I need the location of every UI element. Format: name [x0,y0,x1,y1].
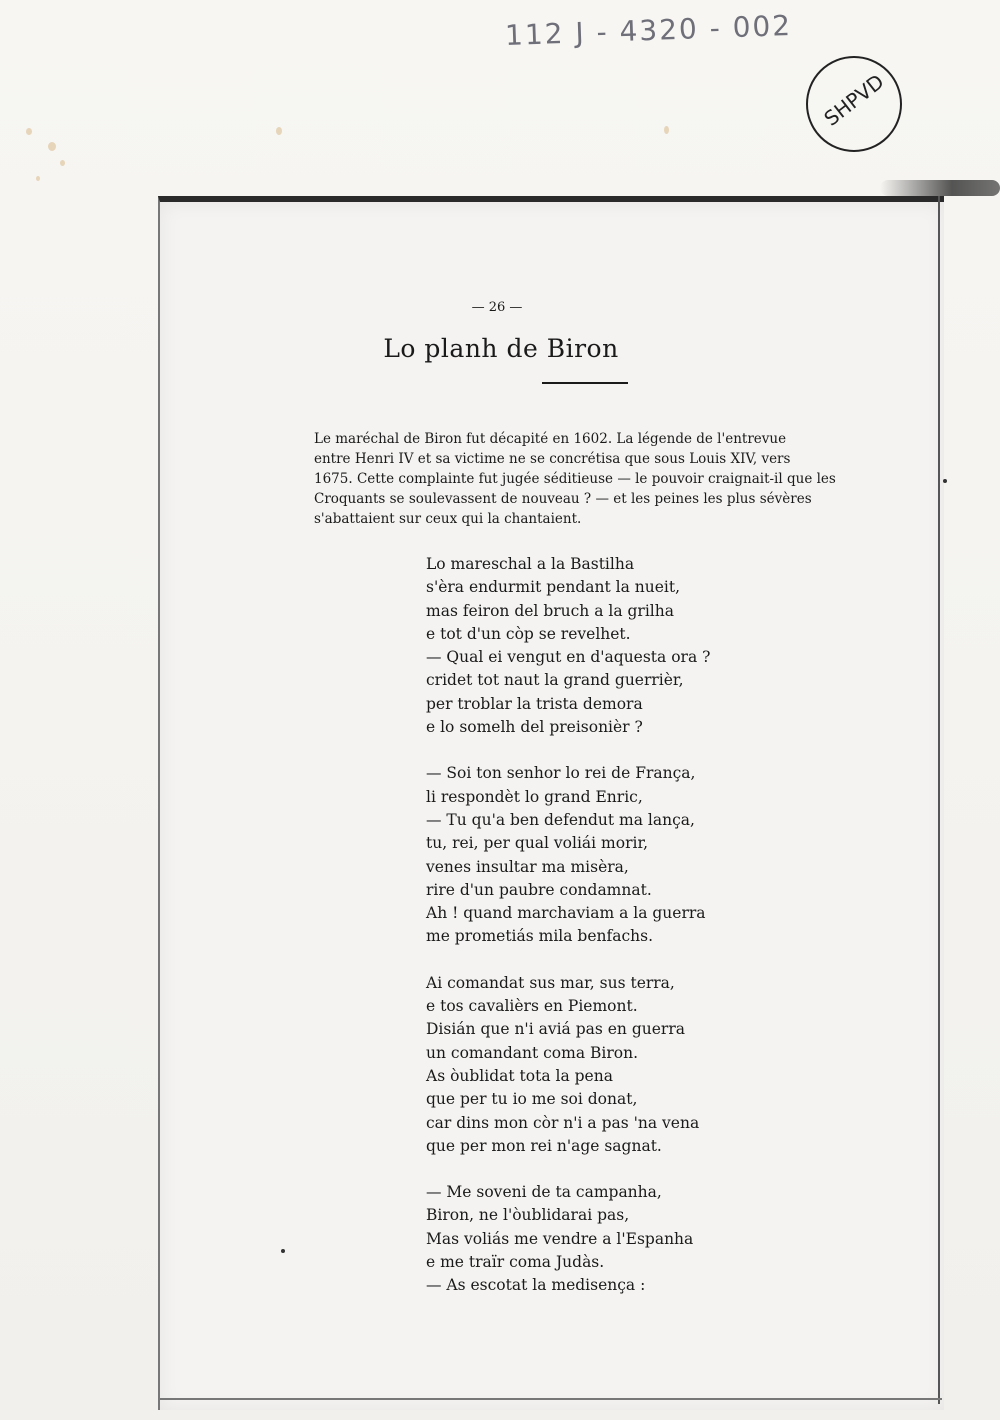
page-edge-bottom [160,1398,942,1400]
intro-paragraph [314,429,874,529]
verse-line: que per mon rei n'age sagnat. [426,1136,662,1155]
verse-line: — Qual ei vengut en d'aquesta ora ? [426,648,711,667]
verse-line: — Tu qu'a ben defendut ma lança, [426,810,695,829]
verse-line: un comandant coma Biron. [426,1043,639,1062]
verse-line: Biron, ne l'òublidarai pas, [426,1206,630,1225]
page-edge-right [938,196,940,1404]
verse-line: per troblar la trista demora [426,694,643,713]
stanza-2 [426,762,786,948]
page-number: — 26 — [471,300,523,315]
verse-line: s'èra endurmit pendant la nueit, [426,578,681,597]
archive-reference: 112 J - 4320 - 002 [504,8,793,53]
verse-line: rire d'un paubre condamnat. [426,880,652,899]
poem [426,553,786,1321]
verse-line: cridet tot naut la grand guerrièr, [426,671,684,690]
intro-line: 1675. Cette complainte fut jugée séditieuse — le pouvoir craignait-il que les [314,471,836,487]
stanza-3 [426,972,786,1158]
margin-mark [943,479,947,483]
verse-line: As òublidat tota la pena [426,1066,613,1085]
verse-line: e tot d'un còp se revelhet. [426,624,631,643]
verse-line: Ah ! quand marchaviam a la guerra [426,904,706,923]
verse-line: que per tu io me soi donat, [426,1090,638,1109]
verse-line: li respondèt lo grand Enric, [426,787,643,806]
verse-line: e me traïr coma Judàs. [426,1253,605,1272]
foxing-spot [48,142,56,151]
intro-line: Croquants se soulevassent de nouveau ? — et les peines les plus sévères [314,491,812,507]
foxing-spot [664,126,669,134]
stamp-text: SHPVD [819,69,889,131]
foxing-spot [276,127,282,135]
foxing-spot [36,176,40,181]
verse-line: Ai comandat sus mar, sus terra, [426,973,675,992]
verse-line: — As escotat la medisença : [426,1276,646,1295]
foxing-spot [26,128,32,135]
intro-line: s'abattaient sur ceux qui la chantaient. [314,511,582,527]
verse-line: Lo mareschal a la Bastilha [426,555,635,573]
verse-line: mas feiron del bruch a la grilha [426,601,674,620]
verse-line: Disián que n'i aviá pas en guerra [426,1020,685,1039]
title-underline [542,382,628,384]
toner-smear [880,180,1000,196]
intro-line: entre Henri IV et sa victime ne se concrétisa que sous Louis XIV, vers [314,451,791,467]
verse-line: me prometiás mila benfachs. [426,927,654,946]
verse-line: tu, rei, per qual voliái morir, [426,834,649,853]
verse-line: — Me soveni de ta campanha, [426,1183,662,1202]
stanza-4 [426,1181,786,1297]
verse-line: venes insultar ma misèra, [426,857,629,876]
intro-line: Le maréchal de Biron fut décapité en 1602. La légende de l'entrevue [314,431,787,447]
verse-line: car dins mon còr n'i a pas 'na vena [426,1113,700,1132]
page-title: Lo planh de Biron [383,334,619,363]
verse-line: Mas voliás me vendre a l'Espanha [426,1229,694,1248]
foxing-spot [60,160,65,166]
verse-line: e tos cavalièrs en Piemont. [426,997,638,1016]
margin-mark [281,1249,285,1253]
stanza-1 [426,553,786,739]
verse-line: e lo somelh del preisonièr ? [426,718,643,737]
verse-line: — Soi ton senhor lo rei de França, [426,764,696,783]
archive-stamp [806,56,902,152]
